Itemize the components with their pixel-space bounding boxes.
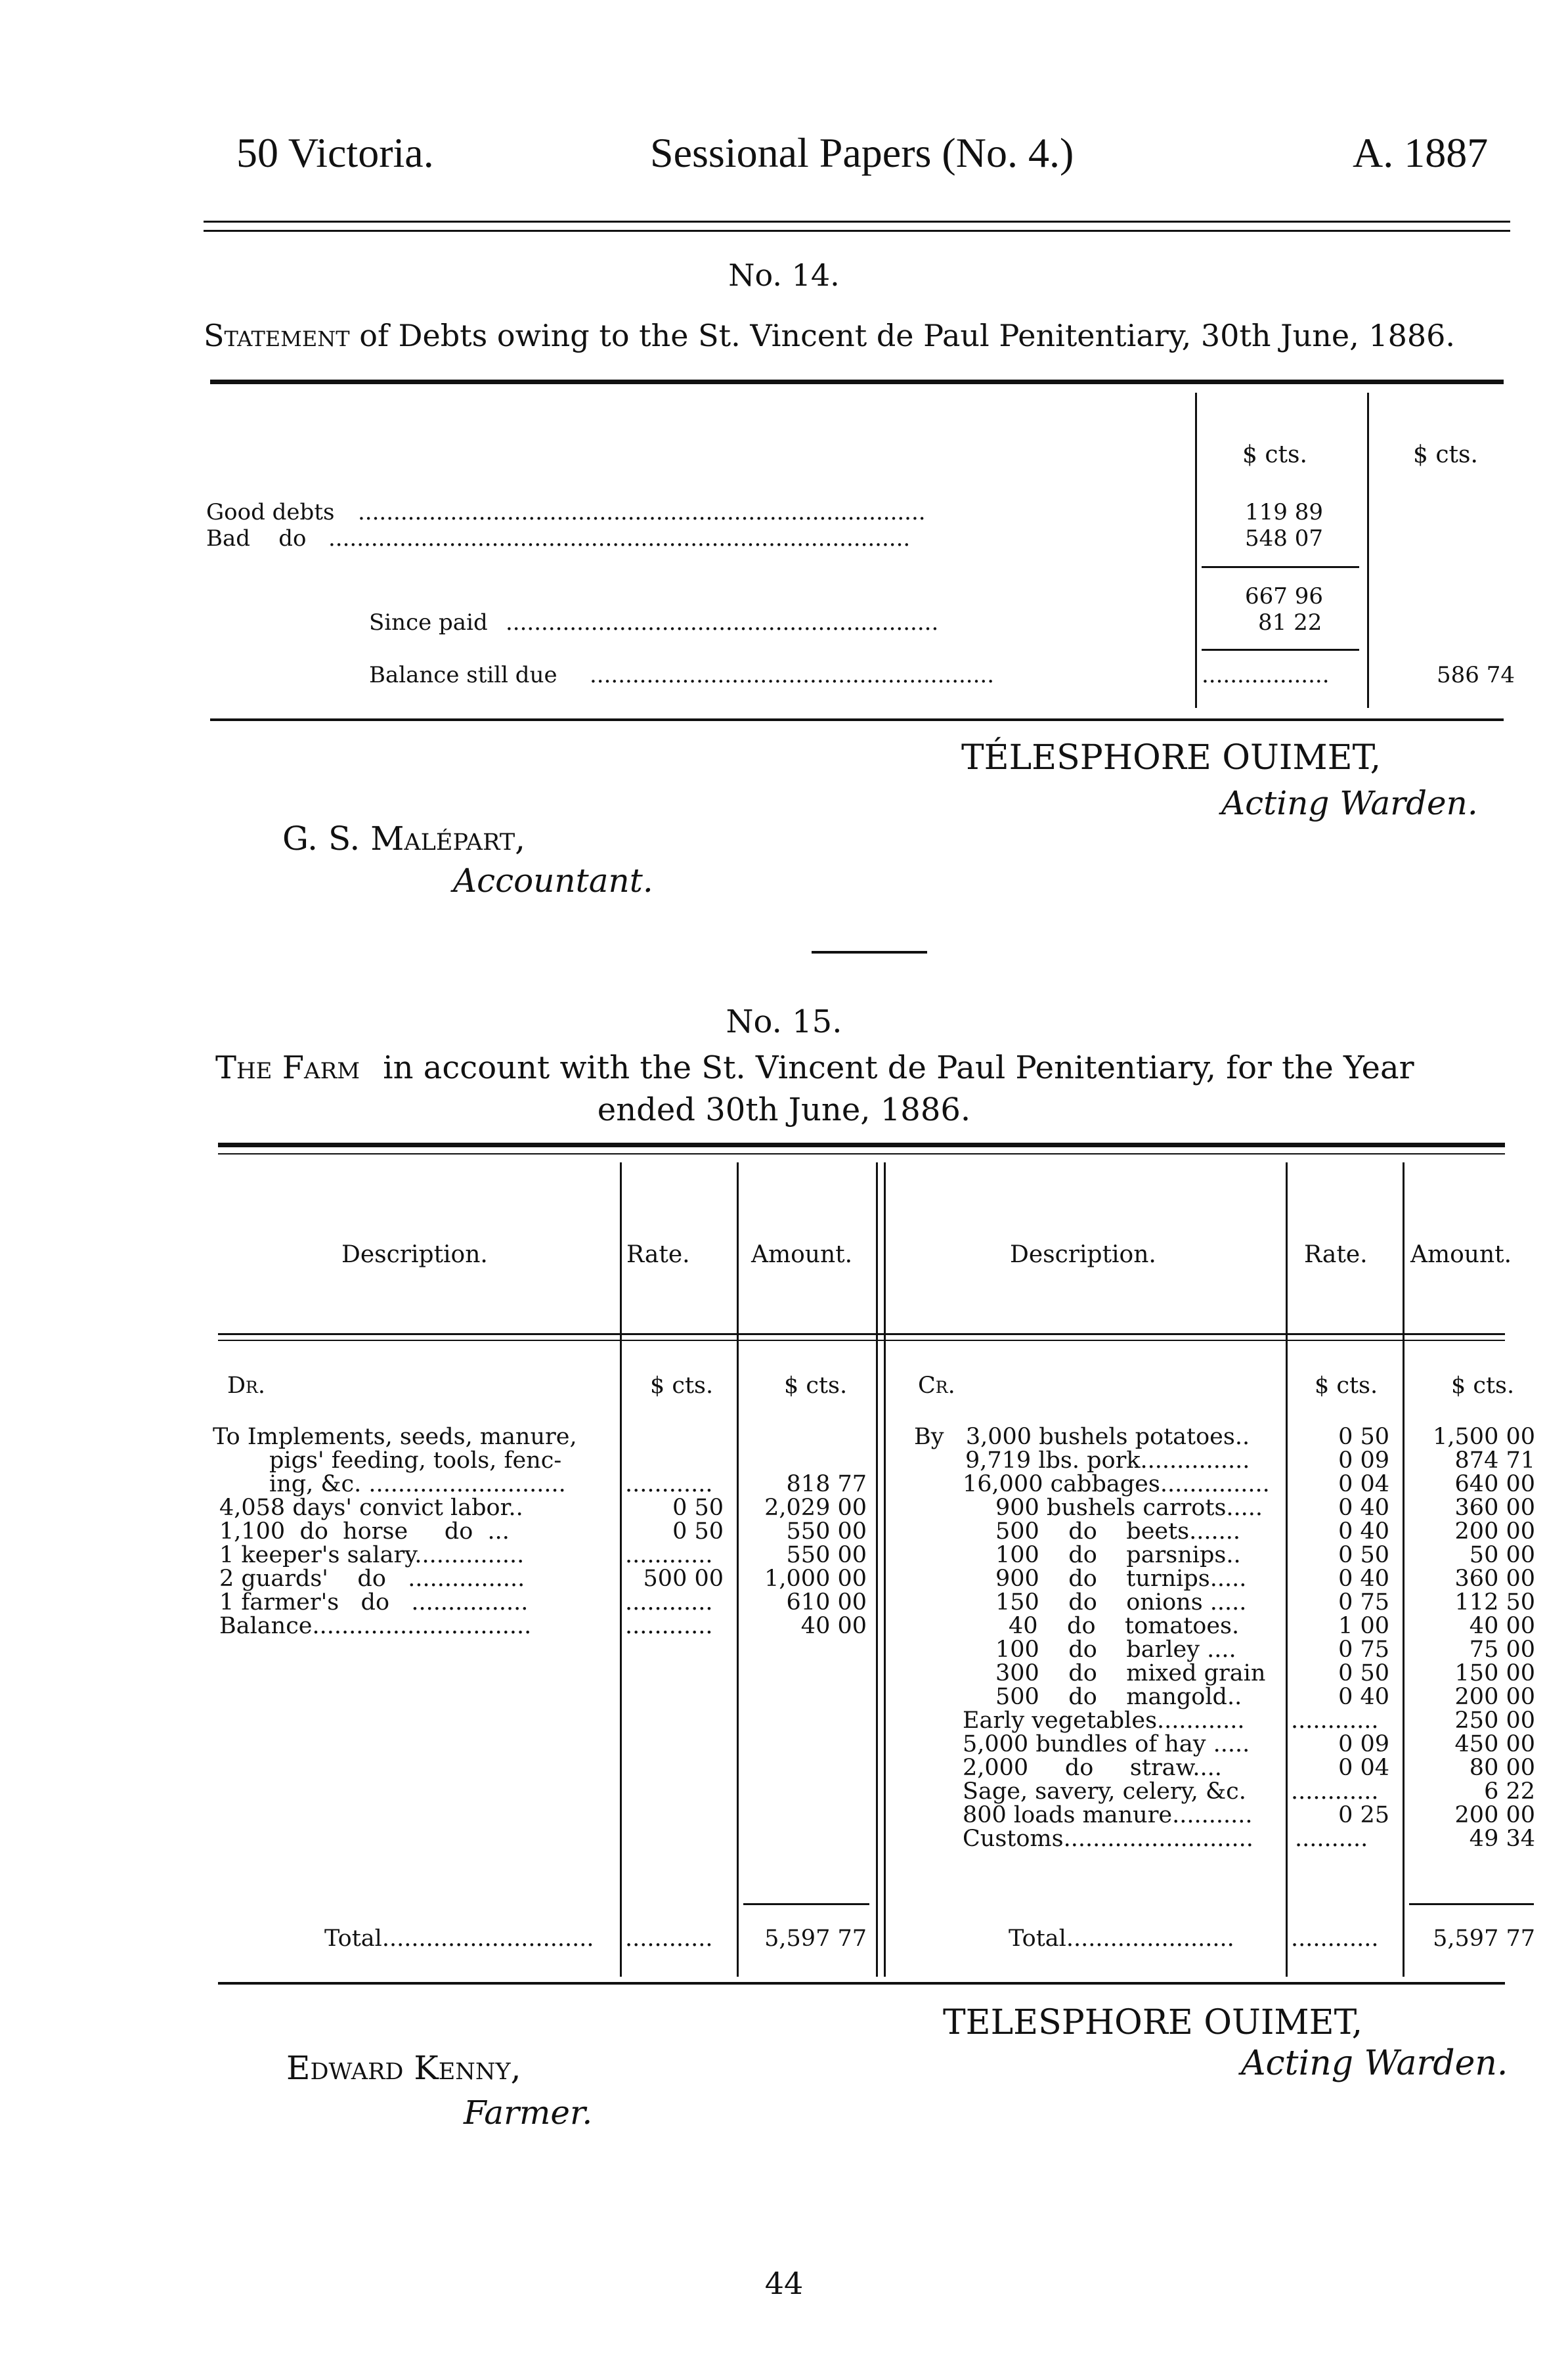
farm15-title [215,1049,1414,1086]
farm15-warden-title: Acting Warden. [1241,2044,1508,2083]
farm15-right-amount: 50 00 [1469,1542,1535,1568]
farm15-left-rate: 500 00 [643,1566,724,1592]
farm15-right-desc: By 3,000 bushels potatoes.. [914,1424,1250,1450]
farm15-warden-name: TELESPHORE OUIMET, [943,2003,1363,2042]
farm15-right-desc: 100 do parsnips.. [995,1542,1241,1568]
farm15-top-rule [218,1143,1505,1147]
header-rule-bottom [204,230,1510,232]
farm15-right-amount: 200 00 [1454,1684,1535,1710]
farm15-right-rate: 0 04 [1338,1755,1389,1781]
farm15-right-amount: 75 00 [1469,1637,1535,1663]
farm15-unit-rate-left: $ cts. [650,1373,714,1399]
farm15-right-amount: 80 00 [1469,1755,1535,1781]
farm15-divider-rate-left [620,1162,622,1977]
farm15-right-desc: Sage, savery, celery, &c. [963,1778,1246,1805]
farm15-total-amount-left: 5,597 77 [764,1925,867,1952]
farm15-head-desc-left: Description. [341,1241,488,1268]
farm15-divider-amount-left [737,1162,739,1977]
farm15-head-rate-left: Rate. [626,1241,690,1268]
statement14-col-head-1: $ cts. [1242,441,1307,468]
statement14-row-label: Balance still due [369,662,557,688]
farm15-bottom-rule [218,1982,1505,1985]
farm15-number: No. 15. [726,1003,842,1040]
farm15-right-rate: 0 40 [1338,1518,1389,1545]
statement14-accountant-name-text: G. S. Malépart, [282,820,526,858]
farm15-left-desc: pigs' feeding, tools, fenc- [269,1447,562,1474]
farm15-left-amount: 40 00 [800,1613,867,1639]
farm15-right-desc: 900 bushels carrots..... [995,1495,1263,1521]
statement14-row-label: Good debts [206,499,335,525]
farm15-left-rate: 0 50 [672,1495,724,1521]
farm15-unit-amount-right: $ cts. [1451,1373,1515,1399]
farm15-right-amount: 874 71 [1454,1447,1535,1474]
farm15-head-amount-left: Amount. [751,1241,853,1268]
statement14-row-leader: ......................................................... [590,662,995,688]
statement14-number: No. 14. [728,257,840,293]
farm15-title-lead: The Farm [215,1049,360,1086]
statement14-subtotal-rule [1202,566,1359,568]
farm15-right-rate: 0 25 [1338,1802,1389,1828]
farm15-right-desc: 5,000 bundles of hay ..... [963,1731,1250,1757]
farm15-right-desc: 900 do turnips..... [995,1566,1247,1592]
farm15-right-desc: 2,000 do straw.... [963,1755,1222,1781]
farm15-right-rate: 0 40 [1338,1495,1389,1521]
farm15-right-rate: 0 40 [1338,1684,1389,1710]
farm15-right-rate: 0 09 [1338,1447,1389,1474]
farm15-right-rate: 0 50 [1338,1424,1389,1450]
farm15-head-rate-right: Rate. [1304,1241,1368,1268]
farm15-left-desc: ing, &c. ........................... [269,1471,566,1497]
statement14-row-leader: ............................................................. [506,609,939,636]
farm15-right-amount: 250 00 [1454,1707,1535,1734]
farm15-head-amount-right: Amount. [1410,1241,1512,1268]
farm15-right-rate: 0 75 [1338,1637,1389,1663]
statement14-since-rule [1202,649,1359,651]
farm15-right-desc: 800 loads manure........... [963,1802,1253,1828]
farm15-left-amount: 550 00 [786,1518,867,1545]
farm15-divider-center-a [876,1162,878,1977]
statement14-warden-name: TÉLESPHORE OUIMET, [961,738,1382,778]
farm15-right-desc: Early vegetables............ [963,1707,1245,1734]
farm15-dr-label: Dr. [227,1373,266,1399]
statement14-row-amount: 548 07 [1245,525,1323,552]
statement14-bottom-rule [210,718,1504,721]
statement14-col-divider-1 [1195,393,1197,708]
farm15-left-rate: ............ [625,1589,713,1616]
farm15-right-amount: 200 00 [1454,1802,1535,1828]
header-center: Sessional Papers (No. 4.) [650,129,1074,176]
page-number: 44 [764,2266,804,2301]
farm15-divider-rate-right [1286,1162,1288,1977]
farm15-right-desc: Customs.......................... [963,1826,1253,1852]
farm15-total-rule-right [1409,1903,1534,1905]
farm15-right-amount: 640 00 [1454,1471,1535,1497]
farm15-left-desc: 1 keeper's salary............... [219,1542,525,1568]
statement14-title [204,318,1455,353]
statement14-row-amount: .................. [1202,662,1330,688]
header-rule-top [204,221,1510,223]
farm15-left-amount: 2,029 00 [764,1495,867,1521]
farm15-right-desc: 300 do mixed grain [995,1660,1266,1686]
farm15-right-desc: 16,000 cabbages............... [963,1471,1270,1497]
farm15-title-rest: in account with the St. Vincent de Paul Penitentiary, for the Year [383,1049,1414,1086]
farm15-right-desc: 100 do barley .... [995,1637,1236,1663]
farm15-right-rate: 0 04 [1338,1471,1389,1497]
statement14-title-lead: Statement [204,318,350,353]
farm15-top-rule-thin [218,1153,1505,1155]
statement14-title-rest: of Debts owing to the St. Vincent de Paul Penitentiary, 30th June, 1886. [359,318,1456,353]
statement14-row-label: Bad do [206,525,307,552]
farm15-right-desc: 500 do mangold.. [995,1684,1242,1710]
farm15-total-amount-right: 5,597 77 [1433,1925,1535,1952]
statement14-row-leader: ................................................................................ [358,499,926,525]
farm15-total-label-right: Total....................... [1009,1925,1234,1952]
farm15-right-rate: ............ [1291,1778,1379,1805]
farm15-left-amount: 818 77 [786,1471,867,1497]
statement14-row-amount: 667 96 [1245,583,1323,609]
farm15-left-amount: 610 00 [786,1589,867,1616]
statement14-accountant-name [282,820,525,858]
statement14-row-label: Since paid [369,609,488,636]
farm15-divider-center-b [884,1162,886,1977]
farm15-title-line2: ended 30th June, 1886. [597,1091,971,1128]
farm15-right-desc: 150 do onions ..... [995,1589,1247,1616]
farm15-left-desc: 1,100 do horse do ... [219,1518,510,1545]
farm15-right-rate: ............ [1291,1707,1379,1734]
farm15-right-amount: 360 00 [1454,1495,1535,1521]
farm15-right-rate: 1 00 [1338,1613,1389,1639]
header-right: A. 1887 [1353,129,1489,176]
statement14-warden-title: Acting Warden. [1221,784,1478,822]
farm15-left-amount: 550 00 [786,1542,867,1568]
header-left: 50 Victoria. [236,129,434,176]
farm15-unit-rate-right: $ cts. [1315,1373,1378,1399]
farm15-head-rule-2 [218,1340,1505,1341]
farm15-left-amount: 1,000 00 [764,1566,867,1592]
farm15-left-rate: ............ [625,1471,713,1497]
farm15-left-desc: Balance.............................. [219,1613,532,1639]
section-separator [812,951,927,954]
farm15-left-desc: To Implements, seeds, manure, [213,1424,577,1450]
farm15-left-desc: 1 farmer's do ................ [219,1589,529,1616]
farm15-left-desc: 2 guards' do ................ [219,1566,525,1592]
farm15-total-label-left: Total............................. [324,1925,594,1952]
farm15-total-rule-left [743,1903,869,1905]
farm15-right-amount: 1,500 00 [1433,1424,1535,1450]
farm15-right-amount: 150 00 [1454,1660,1535,1686]
statement14-accountant-title: Accountant. [453,862,653,900]
farm15-head-desc-right: Description. [1010,1241,1156,1268]
farm15-right-rate: 0 50 [1338,1542,1389,1568]
farm15-right-amount: 6 22 [1484,1778,1535,1805]
statement14-col-head-2: $ cts. [1413,441,1478,468]
farm15-right-amount: 49 34 [1469,1826,1535,1852]
farm15-farmer-name-text: Edward Kenny, [286,2049,521,2087]
farm15-right-rate: 0 09 [1338,1731,1389,1757]
farm15-right-amount: 200 00 [1454,1518,1535,1545]
statement14-row-amount: 81 22 [1258,609,1322,636]
statement14-row-amount: 119 89 [1245,499,1323,525]
farm15-right-amount: 450 00 [1454,1731,1535,1757]
farm15-left-rate: 0 50 [672,1518,724,1545]
farm15-left-rate: ............ [625,1542,713,1568]
farm15-divider-amount-right [1403,1162,1405,1977]
farm15-head-rule [218,1333,1505,1335]
farm15-unit-amount-left: $ cts. [784,1373,848,1399]
farm15-total-rate-left: ............ [625,1925,713,1952]
farm15-right-desc: 500 do beets....... [995,1518,1241,1545]
farm15-right-rate: 0 75 [1338,1589,1389,1616]
statement14-row-leader: .................................................................................. [328,525,911,552]
farm15-right-amount: 360 00 [1454,1566,1535,1592]
farm15-farmer-title: Farmer. [464,2094,593,2132]
farm15-left-desc: 4,058 days' convict labor.. [219,1495,523,1521]
statement14-row-total: 586 74 [1437,662,1515,688]
farm15-right-desc: 9,719 lbs. pork............... [965,1447,1250,1474]
farm15-right-amount: 40 00 [1469,1613,1535,1639]
farm15-cr-label: Cr. [918,1373,955,1399]
farm15-right-desc: 40 do tomatoes. [1009,1613,1240,1639]
farm15-total-rate-right: ............ [1291,1925,1379,1952]
farm15-farmer-name [286,2049,521,2087]
statement14-top-rule [210,380,1504,384]
farm15-right-rate: 0 50 [1338,1660,1389,1686]
farm15-left-rate: ............ [625,1613,713,1639]
farm15-right-rate: .......... [1295,1826,1368,1852]
farm15-right-rate: 0 40 [1338,1566,1389,1592]
farm15-right-amount: 112 50 [1454,1589,1535,1616]
statement14-col-divider-2 [1367,393,1369,708]
